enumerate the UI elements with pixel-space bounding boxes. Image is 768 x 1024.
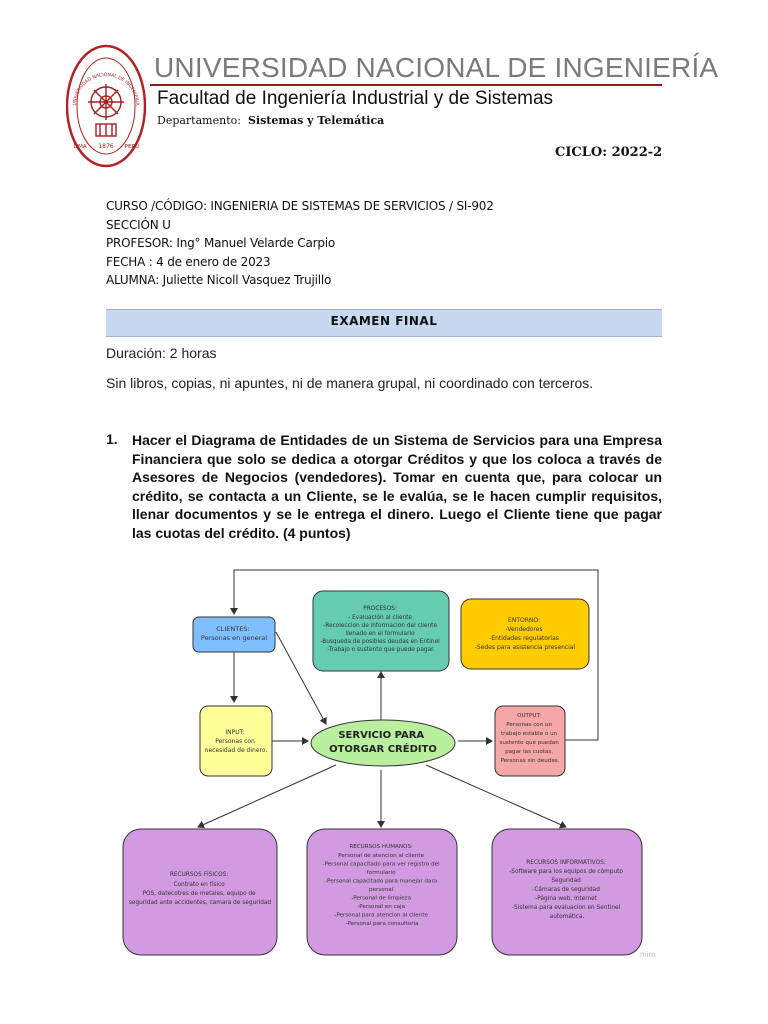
input-line: necesidad de dinero. [204, 747, 268, 754]
duration-text: Duración: 2 horas [106, 345, 217, 361]
humanos-line: formulario [366, 870, 396, 876]
faculty-title: Facultad de Ingeniería Industrial y de Sistemas [157, 88, 554, 109]
procesos-line: - Evaluación al cliente [348, 615, 412, 621]
output-line: pagar las cuotas. [505, 749, 554, 755]
recursos-informativos-box [492, 829, 642, 955]
clientes-title: CLIENTES: [216, 625, 250, 633]
fisicos-title: RECURSOS FÍSICOS: [169, 872, 229, 878]
seccion-line: SECCIÓN U [106, 218, 171, 232]
output-line: Personas con un [506, 722, 553, 728]
informativos-title: RECURSOS INFORMATIVOS: [526, 860, 606, 866]
ciclo-label: CICLO: 2022-2 [555, 145, 663, 160]
fisicos-line: Contrato en físico [173, 882, 225, 888]
entorno-line: -Entidades regulatorias [489, 635, 559, 642]
humanos-title: RECURSOS HUMANOS: [349, 844, 413, 850]
procesos-line: llenado en el formulario [345, 631, 415, 637]
exam-title: EXAMEN FINAL [330, 314, 438, 328]
informativos-line: -Software para los equipos de cómputo [509, 869, 623, 875]
alumna-line: ALUMNA: Juliette Nicoll Vasquez Trujillo [106, 273, 332, 287]
humanos-line: -Personal en caja [357, 904, 406, 910]
output-line: trabajo estable o un [500, 731, 558, 737]
procesos-title: PROCESOS: [363, 606, 397, 612]
fecha-line: FECHA : 4 de enero de 2023 [106, 255, 271, 269]
humanos-line: personal [369, 887, 394, 893]
rules-text: Sin libros, copias, ni apuntes, ni de manera grupal, ni coordinado con terceros. [106, 375, 594, 391]
humanos-line: -Personal para consultoria [345, 921, 419, 927]
entorno-title: ENTORNO: [508, 617, 541, 624]
miro-watermark: miro [640, 950, 656, 959]
fisicos-line: seguridad ante accidentes, camara de seguridad [128, 900, 272, 906]
output-line: sustento que puedan [499, 740, 559, 746]
seal-right-text: PERÚ [124, 144, 140, 150]
humanos-line: -Personal de limpieza [351, 895, 412, 902]
procesos-line: -Busqueda de posibles deudas en Entinel [320, 639, 440, 645]
seal-year: 1876 [98, 143, 114, 150]
recursos-fisicos-box [123, 829, 277, 955]
informativos-line: -Sistema para evaluacion en Sentinel [511, 905, 621, 911]
procesos-line: -Recoleccion de informacion del cliente [323, 623, 438, 629]
informativos-line: Seguridad [551, 878, 581, 884]
seal-left-text: LIMA [73, 144, 87, 150]
humanos-line: -Personal capacitado para ver registro del [322, 861, 440, 868]
question-text: Hacer el Diagrama de Entidades de un Sistema de Servicios para una Empresa Financiera que solo se dedica a otorgar Créditos y que los coloca a través de Asesores de Negocios (vendedores). Tomar en cuenta que, para colocar un crédito, se contacta a un Cliente, se le evalúa, se le hacen cumplir requisitos, llenar documentos y se le entrega el dinero. Luego el Cliente tiene que pagar las cuotas del crédito. (4 puntos) [132, 432, 662, 541]
question-number: 1. [106, 431, 118, 447]
humanos-line: Personal de atencion al cliente [338, 853, 425, 859]
output-line: Personas sin deudas. [500, 758, 560, 764]
department-label: Departamento: [157, 114, 241, 127]
output-box [495, 706, 565, 776]
entorno-line: -Sedes para asistencia presencial [474, 644, 576, 651]
output-title: OUTPUT: [517, 713, 542, 719]
recursos-humanos-box [307, 829, 457, 955]
clientes-line: Personas en general [200, 634, 268, 642]
procesos-box [313, 591, 449, 671]
fisicos-line: POS, datecotres de metales, equipo de [142, 891, 256, 897]
profesor-line: PROFESOR: Ing° Manuel Velarde Carpio [106, 236, 336, 250]
humanos-line: -Personal para atencion al cliente [334, 912, 428, 919]
input-title: INPUT: [225, 729, 245, 736]
input-line: Personas con [215, 738, 255, 745]
humanos-line: -Personal capacitado para manejar dara [325, 878, 438, 885]
center-line: OTORGAR CRÉDITO [329, 744, 437, 755]
entorno-line: -Vendedores [505, 626, 543, 633]
informativos-line: -Página web, internet [535, 896, 597, 902]
curso-line: CURSO /CÓDIGO: INGENIERIA DE SISTEMAS DE SERVICIOS / SI-902 [106, 199, 494, 213]
center-line: SERVICIO PARA [338, 730, 425, 741]
seal-top-text: UNIVERSIDAD NACIONAL DE INGENIERIA [72, 72, 140, 106]
clientes-box [193, 617, 275, 652]
center-service-ellipse [311, 720, 455, 766]
department-value: Sistemas y Telemática [247, 114, 385, 127]
entorno-box [461, 599, 589, 669]
informativos-line: -Cámaras de seguridad [532, 887, 600, 893]
procesos-line: -Trabajo o sustento que puede pagar. [327, 647, 435, 653]
informativos-line: automática. [549, 914, 585, 920]
university-title: UNIVERSIDAD NACIONAL DE INGENIERÍA [154, 52, 719, 83]
input-box [200, 706, 272, 776]
